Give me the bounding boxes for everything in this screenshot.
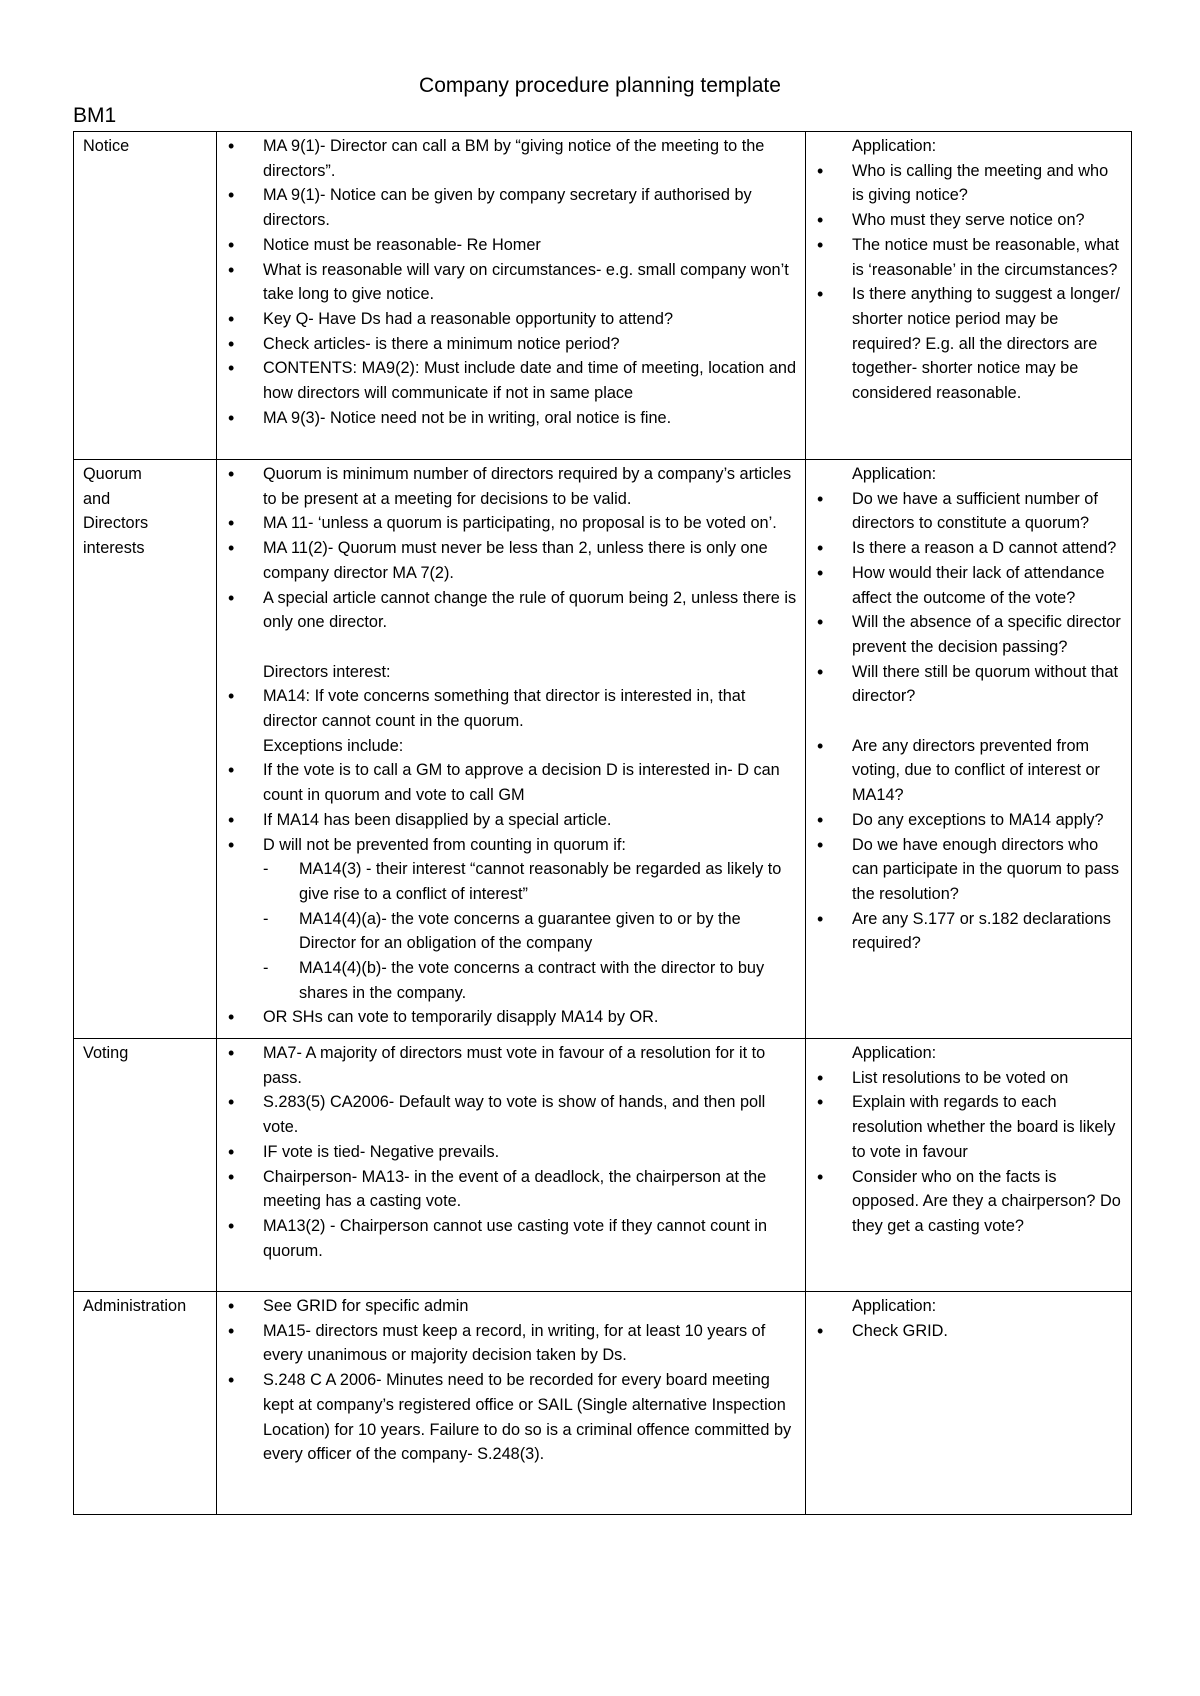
list-item: • Do we have a sufficient number of directors to constitute a quorum? <box>815 487 1123 536</box>
subheading: Exceptions include: <box>263 736 404 755</box>
list-item: • CONTENTS: MA9(2): Must include date and time of meeting, location and how directors will communicate if not in same place <box>226 356 797 405</box>
list-item: - MA14(3) - their interest “cannot reasonably be regarded as likely to give rise to a conflict of interest” <box>226 857 797 906</box>
application-list <box>815 462 1123 956</box>
list-item: • Do we have enough directors who can participate in the quorum to pass the resolution? <box>815 833 1123 907</box>
page-title: Company procedure planning template <box>419 74 781 97</box>
application-list <box>815 134 1123 406</box>
list-item: • See GRID for specific admin <box>226 1294 797 1319</box>
list-item: • MA13(2) - Chairperson cannot use casting vote if they cannot count in quorum. <box>226 1214 797 1263</box>
list-item: • List resolutions to be voted on <box>815 1066 1123 1091</box>
list-item: • Explain with regards to each resolution whether the board is likely to vote in favour <box>815 1090 1123 1164</box>
list-item: • The notice must be reasonable, what is ‘reasonable’ in the circumstances? <box>815 233 1123 282</box>
rules-cell <box>217 460 806 1039</box>
list-item: • MA7- A majority of directors must vote in favour of a resolution for it to pass. <box>226 1041 797 1090</box>
table-row-notice <box>74 132 1132 460</box>
list-item: • Is there anything to suggest a longer/ shorter notice period may be required? E.g. all the directors are together- shorter notice may be considered reasonable. <box>815 282 1123 406</box>
table-row-quorum <box>74 460 1132 1039</box>
list-item: • Key Q- Have Ds had a reasonable opportunity to attend? <box>226 307 797 332</box>
topic-cell <box>74 1039 217 1292</box>
rules-list <box>226 1294 797 1467</box>
application-cell <box>806 460 1132 1039</box>
topic-label: Voting <box>83 1044 129 1062</box>
section-label: BM1 <box>73 104 117 127</box>
rules-list <box>226 134 797 430</box>
list-item: • MA 11- ‘unless a quorum is participating, no proposal is to be voted on’. <box>226 511 797 536</box>
list-item: - MA14(4)(a)- the vote concerns a guarantee given to or by the Director for an obligation of the company <box>226 907 797 956</box>
list-item: • Chairperson- MA13- in the event of a deadlock, the chairperson at the meeting has a casting vote. <box>226 1165 797 1214</box>
list-item: • Will the absence of a specific director prevent the decision passing? <box>815 610 1123 659</box>
list-item: • OR SHs can vote to temporarily disapply MA14 by OR. <box>226 1005 797 1030</box>
list-item: • D will not be prevented from counting in quorum if: <box>226 833 797 858</box>
list-item: • Check GRID. <box>815 1319 1123 1344</box>
list-item: • IF vote is tied- Negative prevails. <box>226 1140 797 1165</box>
topic-label: Notice <box>83 137 130 155</box>
topic-cell <box>74 460 217 1039</box>
list-item: • Check articles- is there a minimum notice period? <box>226 332 797 357</box>
list-item: • MA14: If vote concerns something that director is interested in, that director cannot count in the quorum. <box>226 684 797 733</box>
application-list <box>815 1041 1123 1239</box>
rules-list <box>226 462 797 1030</box>
topic-cell <box>74 1292 217 1515</box>
spacer <box>226 635 797 660</box>
list-item: • If MA14 has been disapplied by a special article. <box>226 808 797 833</box>
topic-label: Quorum and Directors interests <box>83 465 149 558</box>
subheading: Application: <box>852 1297 937 1315</box>
list-item: • Do any exceptions to MA14 apply? <box>815 808 1123 833</box>
rules-cell <box>217 132 806 460</box>
list-item: • If the vote is to call a GM to approve a decision D is interested in- D can count in quorum and vote to call GM <box>226 758 797 807</box>
list-item: • Consider who on the facts is opposed. Are they a chairperson? Do they get a casting vote? <box>815 1165 1123 1239</box>
list-item: • S.283(5) CA2006- Default way to vote is show of hands, and then poll vote. <box>226 1090 797 1139</box>
topic-label: Administration <box>83 1297 187 1315</box>
list-item: • Will there still be quorum without that director? <box>815 660 1123 709</box>
subheading: Application: <box>852 137 937 155</box>
subheading: Directors interest: <box>263 662 391 681</box>
procedure-table <box>73 131 1132 1515</box>
application-cell <box>806 132 1132 460</box>
list-item: • What is reasonable will vary on circumstances- e.g. small company won’t take long to give notice. <box>226 258 797 307</box>
rules-cell <box>217 1039 806 1292</box>
list-item: • MA 11(2)- Quorum must never be less than 2, unless there is only one company director MA 7(2). <box>226 536 797 585</box>
list-item: • MA15- directors must keep a record, in writing, for at least 10 years of every unanimous or majority decision taken by Ds. <box>226 1319 797 1368</box>
list-item: • Are any S.177 or s.182 declarations required? <box>815 907 1123 956</box>
topic-cell <box>74 132 217 460</box>
list-item: • A special article cannot change the rule of quorum being 2, unless there is only one director. <box>226 586 797 635</box>
spacer <box>815 709 1123 734</box>
table-row-voting <box>74 1039 1132 1292</box>
application-cell <box>806 1292 1132 1515</box>
list-item: • How would their lack of attendance affect the outcome of the vote? <box>815 561 1123 610</box>
subheading: Application: <box>852 1044 937 1062</box>
list-item: • Quorum is minimum number of directors required by a company’s articles to be present at a meeting for decisions to be valid. <box>226 462 797 511</box>
list-item: • Who is calling the meeting and who is giving notice? <box>815 159 1123 208</box>
list-item: • MA 9(3)- Notice need not be in writing, oral notice is fine. <box>226 406 797 431</box>
list-item: • Notice must be reasonable- Re Homer <box>226 233 797 258</box>
rules-cell <box>217 1292 806 1515</box>
application-list <box>815 1294 1123 1343</box>
subheading: Application: <box>852 465 937 483</box>
list-item: • Are any directors prevented from voting, due to conflict of interest or MA14? <box>815 734 1123 808</box>
list-item: • S.248 C A 2006- Minutes need to be recorded for every board meeting kept at company’s registered office or SAIL (Single alternative Inspection Location) for 10 years. Failure to do so is a criminal offence committed by every officer of the company- S.248(3). <box>226 1368 797 1467</box>
list-item: • MA 9(1)- Director can call a BM by “giving notice of the meeting to the directors”. <box>226 134 797 183</box>
application-cell <box>806 1039 1132 1292</box>
list-item: • Who must they serve notice on? <box>815 208 1123 233</box>
rules-list <box>226 1041 797 1263</box>
list-item: • Is there a reason a D cannot attend? <box>815 536 1123 561</box>
table-row-administration <box>74 1292 1132 1515</box>
list-item: • MA 9(1)- Notice can be given by company secretary if authorised by directors. <box>226 183 797 232</box>
list-item: - MA14(4)(b)- the vote concerns a contract with the director to buy shares in the company. <box>226 956 797 1005</box>
